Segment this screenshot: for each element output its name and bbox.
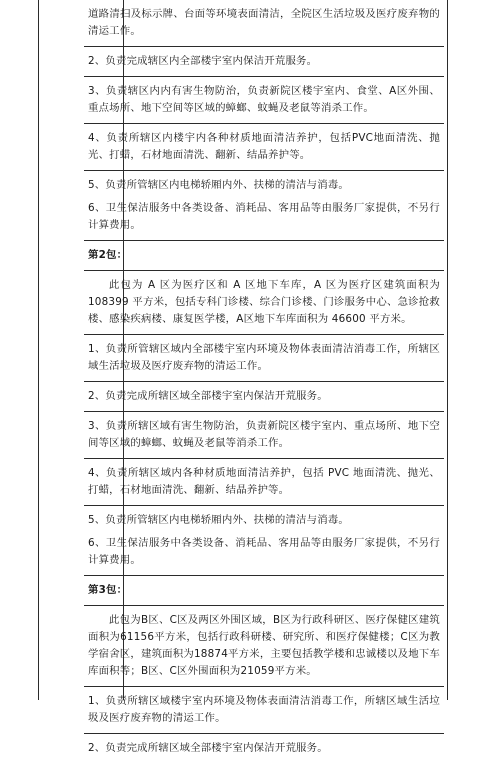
- section2-item: 1、负责所管辖区域内全部楼宇室内环境及物体表面清洁消毒工作，所辖区域生活垃圾及医疗废弃物的清运工作。: [88, 343, 440, 372]
- section1-item: 3、负责辖区内内有害生物防治，负责新院区楼宇室内、食堂、A区外围、重点场所、地下空间等区域的蟑螂、蚊蝇及老鼠等消杀工作。: [88, 85, 440, 114]
- section3-item: 2、负责完成所辖区域全部楼宇室内保洁开荒服务。: [88, 742, 328, 754]
- row-divider: [84, 240, 444, 241]
- section1-item: 4、负责所辖区内楼宇内各种材质地面清洁养护，包括PVC地面清洗、抛光、打蜡，石材地面清洗、翻新、结晶养护等。: [88, 132, 440, 161]
- section2-intro: 此包为 A 区为医疗区和 A 区地下车库，A 区为医疗区建筑面积为 108399 平方米，包括专科门诊楼、综合门诊楼、门诊服务中心、急诊抢救楼、感染疾病楼、康复医学楼，A区地下车库面积为 46600 平方米。: [88, 279, 440, 325]
- section1-item: 6、卫生保洁服务中各类设备、消耗品、客用品等由服务厂家提供，不另行计算费用。: [88, 202, 440, 231]
- row-divider: [84, 381, 444, 382]
- row-divider: [84, 505, 444, 506]
- row-divider: [84, 411, 444, 412]
- section1-item: 2、负责完成辖区内全部楼宇室内保洁开荒服务。: [88, 55, 318, 67]
- section2-item: 2、负责完成所辖区域全部楼宇室内保洁开荒服务。: [88, 390, 328, 402]
- section2-heading: 第2包：: [88, 249, 128, 261]
- row-divider: [84, 334, 444, 335]
- row-divider: [84, 575, 444, 576]
- section2-item: 5、负责所管辖区内电梯轿厢内外、扶梯的清洁与消毒。: [88, 514, 349, 526]
- row-divider: [84, 46, 444, 47]
- section2-item: 3、负责所辖区域有害生物防治，负责新院区楼宇室内、重点场所、地下空间等区域的蟑螂、蚊蝇及老鼠等消杀工作。: [88, 420, 440, 449]
- row-divider: [84, 686, 444, 687]
- row-divider: [84, 458, 444, 459]
- section1-paragraph: 道路清扫及标示牌、台面等环境表面清洁，全院区生活垃圾及医疗废弃物的清运工作。: [88, 8, 440, 37]
- section2-item: 4、负责所辖区域内各种材质地面清洁养护，包括 PVC 地面清洗、抛光、打蜡，石材地面清洗、翻新、结晶养护等。: [88, 467, 440, 496]
- table-content-cell: [88, 6, 440, 763]
- row-divider: [84, 270, 444, 271]
- section1-item: 5、负责所管辖区内电梯轿厢内外、扶梯的清洁与消毒。: [88, 179, 349, 191]
- section3-intro: 此包为B区、C区及两区外围区域，B区为行政科研区、医疗保健区建筑面积为61156平方米，包括行政科研楼、研究所、和医疗保健楼；C区为教学宿舍区，建筑面积为18874平方米，主要包括教学楼和忠诚楼以及地下车库面积等；B区、C区外围面积为21059平方米。: [88, 614, 440, 677]
- row-divider: [84, 605, 444, 606]
- section3-item: 1、负责所辖区域楼宇室内环境及物体表面清洁消毒工作，所辖区域生活垃圾及医疗废弃物的清运工作。: [88, 695, 440, 724]
- row-divider: [84, 733, 444, 734]
- row-divider: [84, 170, 444, 171]
- section3-heading: 第3包：: [88, 584, 128, 596]
- row-divider: [84, 123, 444, 124]
- section2-item: 6、卫生保洁服务中各类设备、消耗品、客用品等由服务厂家提供，不另行计算费用。: [88, 537, 440, 566]
- row-divider: [84, 76, 444, 77]
